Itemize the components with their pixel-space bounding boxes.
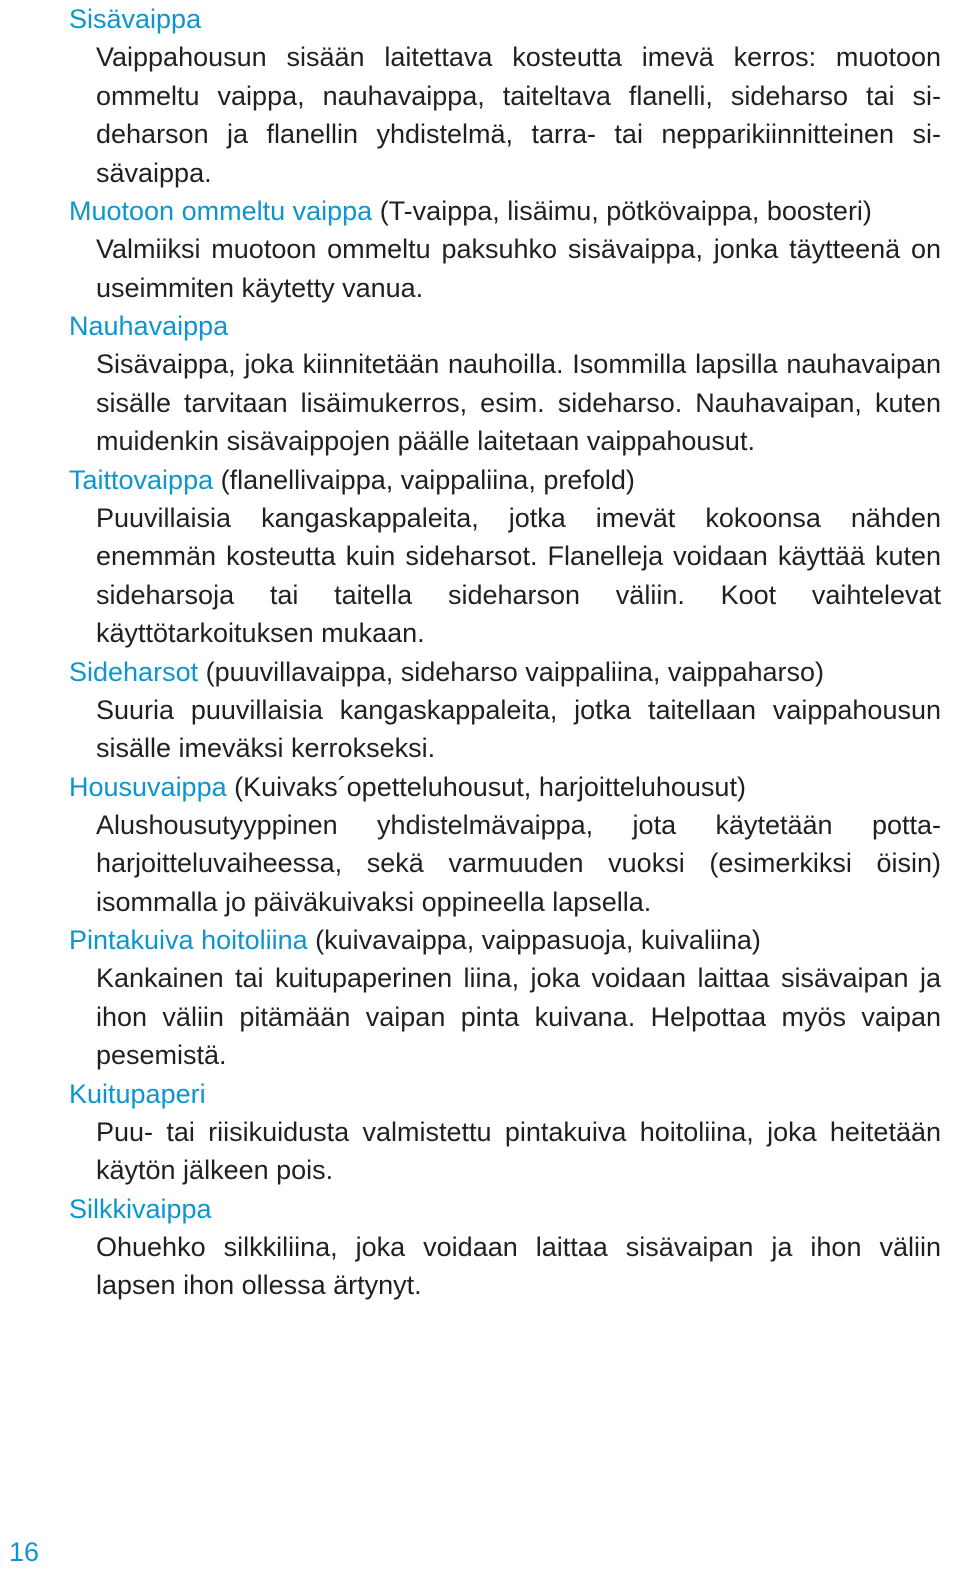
glossary-entry-nauhavaippa	[69, 307, 941, 461]
entry-heading	[69, 0, 941, 38]
entry-term: Silkkivaippa	[69, 1193, 212, 1224]
entry-description: Puuvillaisia kangaskappaleita, jotka imevät kokoonsa nähden enemmän kosteutta kuin sideharsot. Flanelleja voidaan käyttää kuten sideharsoja tai taitella sideharson väliin. Koot vaihtelevat käyttötarkoituksen mukaan.	[96, 502, 941, 648]
glossary-entry-sisavaippa	[69, 0, 941, 192]
entry-description: Suuria puuvillaisia kangaskappaleita, jotka taitellaan vaippahousun sisälle imeväksi kerrokseksi.	[96, 694, 941, 763]
glossary-entry-housuvaippa	[69, 768, 941, 922]
entry-heading	[69, 768, 941, 806]
entry-synonyms: (flanellivaippa, vaippaliina, prefold)	[220, 464, 635, 495]
entry-term: Nauhavaippa	[69, 311, 229, 341]
entry-description: Vaippahousun sisään laitettava kosteutta imevä kerros: muotoon ommeltu vaippa, nauhavaippa, taiteltava flanelli, sideharso tai sideharson ja flanellin yhdistelmä, tarra- tai nepparikiinnitteinen sisävaippa.	[96, 42, 941, 188]
entry-heading	[69, 461, 941, 499]
entry-synonyms: (T-vaippa, lisäimu, pötkövaippa, boosteri)	[379, 196, 872, 226]
entry-heading	[69, 307, 941, 345]
entry-term: Kuitupaperi	[69, 1078, 206, 1109]
entry-description: Ohuehko silkkiliina, joka voidaan laittaa sisävaipan ja ihon väliin lapsen ihon ollessa ärtynyt.	[96, 1231, 941, 1300]
entry-heading	[69, 192, 941, 230]
glossary-list	[69, 0, 941, 1305]
glossary-entry-pintakuiva-hoitoliina	[69, 921, 941, 1075]
entry-term: Housuvaippa	[69, 771, 227, 802]
entry-term: Taittovaippa	[69, 464, 214, 495]
entry-heading	[69, 653, 941, 691]
entry-description: Sisävaippa, joka kiinnitetään nauhoilla. Isommilla lapsilla nauhavaipan sisälle tarvitaan lisäimukerros, esim. sideharso. Nauhavaipan, kuten muidenkin sisävaippojen päälle laitetaan vaippahousut.	[96, 349, 941, 456]
glossary-entry-silkkivaippa	[69, 1190, 941, 1305]
glossary-entry-sideharsot	[69, 653, 941, 768]
entry-term: Pintakuiva hoitoliina	[69, 925, 308, 955]
page-number: 16	[9, 1537, 40, 1567]
entry-description: Kankainen tai kuitupaperinen liina, joka voidaan laittaa sisävaipan ja ihon väliin pitämään vaipan pinta kuivana. Helpottaa myös vaipan pesemistä.	[96, 963, 941, 1070]
entry-synonyms: (kuivavaippa, vaippasuoja, kuivaliina)	[315, 925, 761, 955]
glossary-entry-muotoon-ommeltu-vaippa	[69, 192, 941, 307]
entry-description: Valmiiksi muotoon ommeltu paksuhko sisävaippa, jonka täytteenä on useimmiten käytetty vanua.	[96, 234, 941, 303]
entry-heading	[69, 1075, 941, 1113]
entry-heading	[69, 1190, 941, 1228]
entry-description: Puu- tai riisikuidusta valmistettu pintakuiva hoitoliina, joka heitetään käytön jälkeen pois.	[96, 1116, 941, 1185]
glossary-entry-kuitupaperi	[69, 1075, 941, 1190]
entry-description: Alushousutyyppinen yhdistelmävaippa, jota käytetään pottaharjoitteluvaiheessa, sekä varmuuden vuoksi (esimerkiksi öisin) isommalla jo päiväkuivaksi oppineella lapsella.	[96, 809, 941, 917]
entry-term: Sideharsot	[69, 656, 199, 687]
entry-term: Muotoon ommeltu vaippa	[69, 196, 373, 226]
glossary-entry-taittovaippa	[69, 461, 941, 653]
entry-heading	[69, 921, 941, 959]
entry-term: Sisävaippa	[69, 4, 202, 34]
entry-synonyms: (Kuivaks´opetteluhousut, harjoitteluhousut)	[234, 771, 746, 802]
entry-synonyms: (puuvillavaippa, sideharso vaippaliina, vaippaharso)	[205, 656, 824, 687]
